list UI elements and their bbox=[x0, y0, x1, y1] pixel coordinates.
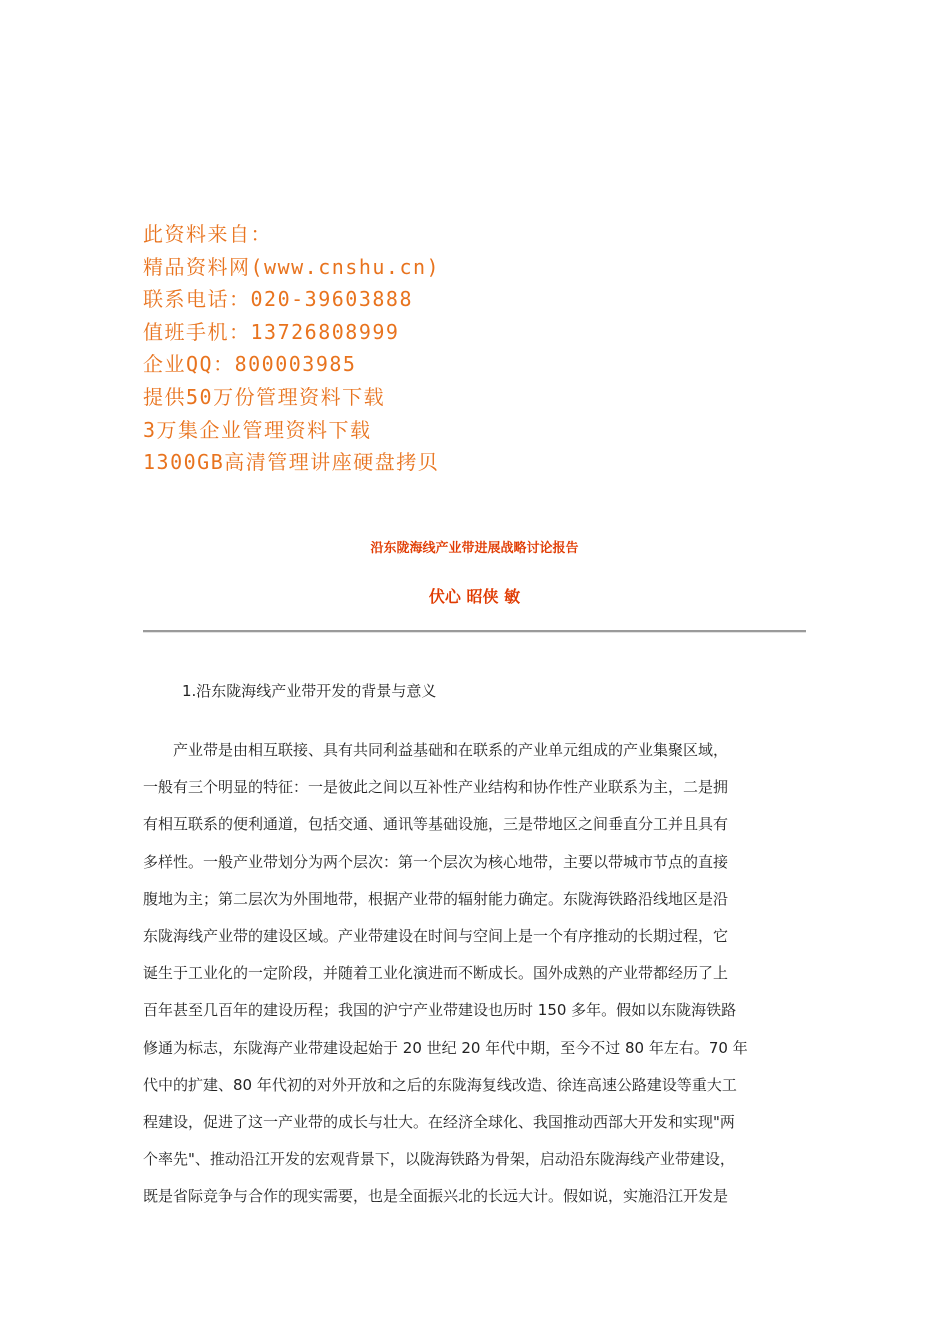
paragraph-line: 诞生于工业化的一定阶段，并随着工业化演进而不断成长。国外成熟的产业带都经历了上 bbox=[143, 964, 729, 983]
paragraph-line: 修通为标志，东陇海产业带建设起始于 20 世纪 20 年代中期，至今不过 80 年左右。70 年 bbox=[143, 1038, 748, 1057]
promo-line-offer-1: 提供50万份管理资料下载 bbox=[143, 384, 386, 409]
promo-block bbox=[143, 218, 803, 479]
paragraph-line: 一般有三个明显的特征：一是彼此之间以互补性产业结构和协作性产业联系为主，二是拥 bbox=[143, 778, 729, 797]
promo-line-phone: 联系电话：020-39603888 bbox=[143, 287, 413, 312]
paragraph-line: 代中的扩建、80 年代初的对外开放和之后的东陇海复线改造、徐连高速公路建设等重大工 bbox=[143, 1075, 737, 1094]
paragraph-line: 腹地为主；第二层次为外围地带，根据产业带的辐射能力确定。东陇海铁路沿线地区是沿 bbox=[143, 889, 729, 908]
paragraph-line: 产业带是由相互联接、具有共同利益基础和在联系的产业单元组成的产业集聚区域， bbox=[143, 741, 729, 759]
paragraph-line: 多样性。一般产业带划分为两个层次：第一个层次为核心地带，主要以带城市节点的直接 bbox=[143, 852, 729, 871]
promo-line-qq: 企业QQ：800003985 bbox=[143, 352, 357, 377]
document-title: 沿东陇海线产业带进展战略讨论报告 bbox=[370, 541, 579, 556]
promo-line-offer-3: 1300GB高清管理讲座硬盘拷贝 bbox=[143, 450, 440, 475]
paragraph-line: 东陇海线产业带的建设区域。产业带建设在时间与空间上是一个有序推动的长期过程，它 bbox=[143, 926, 729, 945]
document-authors: 伏心 昭侠 敏 bbox=[428, 587, 521, 606]
paragraph-line: 个率先"、推动沿江开发的宏观背景下，以陇海铁路为骨架，启动沿东陇海线产业带建设， bbox=[143, 1150, 735, 1169]
paragraph-line: 程建设，促进了这一产业带的成长与壮大。在经济全球化、我国推动西部大开发和实现"两 bbox=[143, 1112, 735, 1131]
paragraph-line: 有相互联系的便利通道，包括交通、通讯等基础设施，三是带地区之间垂直分工并且具有 bbox=[143, 815, 729, 834]
body-paragraph bbox=[143, 732, 806, 1215]
paragraph-line: 百年甚至几百年的建设历程；我国的沪宁产业带建设也历时 150 多年。假如以东陇海铁路 bbox=[143, 1001, 737, 1020]
promo-line-website: 精品资料网(www.cnshu.cn) bbox=[143, 254, 441, 279]
section-heading: 1.沿东陇海线产业带开发的背景与意义 bbox=[182, 682, 437, 700]
promo-line-offer-2: 3万集企业管理资料下载 bbox=[143, 417, 372, 442]
promo-line-source: 此资料来自： bbox=[143, 222, 272, 246]
title-divider bbox=[143, 630, 806, 633]
paragraph-line: 既是省际竞争与合作的现实需要，也是全面振兴北的长远大计。假如说，实施沿江开发是 bbox=[143, 1187, 729, 1206]
promo-line-mobile: 值班手机：13726808999 bbox=[143, 319, 400, 344]
